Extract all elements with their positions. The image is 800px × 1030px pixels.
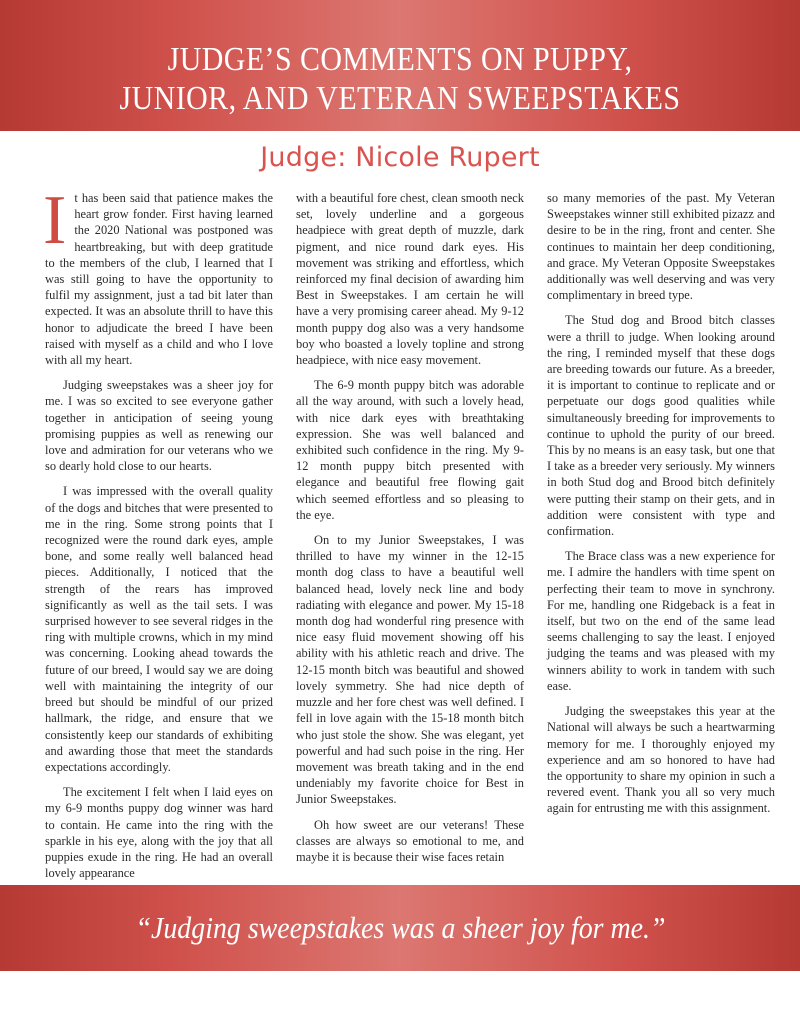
paragraph: The Stud dog and Brood bitch classes were a thrill to judge. When looking around the ring, I reminded myself that these dogs are breeding towards our future. As a breeder, it is important to continue to replicate and or perpetuate our dogs good qualities while simultaneously breeding for improvements to continue to uphold the purity of our breed. This by no means is an easy task, but one that I take as a breeder very seriously. My winners in both Stud dog and Brood bitch definitely were putting their stamp on their gets, and in addition were consistent with type and confirmation. <box>547 313 775 539</box>
pull-quote: “Judging sweepstakes was a sheer joy for me.” <box>134 910 666 945</box>
column-3 <box>547 190 775 890</box>
page-title <box>48 0 752 118</box>
title-line-2: JUNIOR, AND VETERAN SWEEPSTAKES <box>119 80 681 117</box>
article-body <box>43 182 775 890</box>
paragraph: On to my Junior Sweepstakes, I was thrilled to have my winner in the 12-15 month dog class to have a beautiful well balanced head, lovely neck line and body radiating with elegance and power. My 15-18 month dog had wonderful ring presence with nice easy fluid movement showing off his ability with his athletic reach and drive. The 12-15 month bitch was beautiful and showed lovely symmetry. She had nice depth of muzzle and her fore chest was well defined. I fell in love again with the 15-18 month bitch who just stole the show. She was elegant, yet powerful and had such poise in the ring. Her movement was breath taking and in the end undeniably my favorite choice for Best in Junior Sweepstakes. <box>296 533 524 807</box>
paragraph: The 6-9 month puppy bitch was adorable all the way around, with such a lovely head, with nice dark eyes with breathtaking expression. She was well balanced and exhibited such confidence in the ring. My 9-12 month puppy bitch presented with elegance and beautiful free flowing gait which seemed effortless and so pleasing to the eye. <box>296 378 524 522</box>
column-2 <box>296 190 524 890</box>
title-banner <box>0 0 800 131</box>
paragraph: Judging sweepstakes was a sheer joy for me. I was so excited to see everyone gather together in anticipation of seeing young promising puppies as well as renewing our love and admiration for our veterans who we so dearly hold close to our hearts. <box>45 378 273 474</box>
paragraph: Judging the sweepstakes this year at the National will always be such a heartwarming memory for me. I thoroughly enjoyed my experience and am so honored to have had the opportunity to share my opinion in such a revered event. Thank you all so very much again for entrusting me with this assignment. <box>547 704 775 816</box>
judge-name: Judge: Nicole Rupert <box>260 142 540 173</box>
drop-cap: I <box>43 182 67 259</box>
paragraph: I was impressed with the overall quality of the dogs and bitches that were presented to me in the ring. Some strong points that I recognized were the round dark eyes, ample bone, and some really well balanced head pieces. Additionally, I noticed that the strength of the rears has improved significantly as well as the tail sets. I was surprised however to see several ridges in the ring with multiple crowns, which in my mind was concerning. Looking ahead towards the future of our breed, I would say we are doing well with maintaining the integrity of our breed but should be mindful of our prized hallmark, the ridge, and ensure that we consistently keep our standards of exhibiting and awarding those that meet the standards expectations accordingly. <box>45 484 273 774</box>
column-1 <box>43 182 273 890</box>
paragraph: with a beautiful fore chest, clean smooth neck set, lovely underline and a gorgeous headpiece with great depth of muzzle, dark pigment, and nice round dark eyes. His movement was striking and effortless, which reinforced my final decision of awarding him Best in Sweepstakes. I am certain he will have a very promising career ahead. My 9-12 month puppy dog also was a very handsome boy who boasted a lovely topline and strong headpiece, with nice easy movement. <box>296 191 524 368</box>
paragraph-text: t has been said that patience makes the heart grow fonder. First having learned the 2020 National was postponed was heartbreaking, but with deep gratitude to the members of the club, I learned that I was still going to have the opportunity to fulfil my assignment, just a tad bit later than expected. It was an absolute thrill to have this honor to adjudicate the breed I have been raised with myself as a child and who I love with all my heart. <box>45 191 273 368</box>
paragraph: The Brace class was a new experience for me. I admire the handlers with time spent on perfecting their team to move in synchrony. For me, handling one Ridgeback is a feat in itself, but two on the end of the same lead seems challenging to say the least. I enjoyed judging the teams and was pleased with my winners ability to work in tandem with such ease. <box>547 549 775 693</box>
title-line-1: JUDGE’S COMMENTS ON PUPPY, <box>167 41 633 78</box>
paragraph: so many memories of the past. My Veteran Sweepstakes winner still exhibited pizazz and desire to be in the ring, front and center. She continues to maintain her deep conditioning, and grace. My Veteran Opposite Sweepstakes additionally was well deserving and was very complimentary in breed type. <box>547 191 775 303</box>
paragraph: The excitement I felt when I laid eyes on my 6-9 months puppy dog winner was hard to contain. He came into the ring with the sparkle in his eye, along with the joy that all puppies exude in the ring. He had an overall lovely appearance <box>45 785 273 881</box>
paragraph <box>43 182 273 368</box>
paragraph: Oh how sweet are our veterans! These classes are always so emotional to me, and maybe it is because their wise faces retain <box>296 817 524 864</box>
pull-quote-banner <box>0 885 800 971</box>
